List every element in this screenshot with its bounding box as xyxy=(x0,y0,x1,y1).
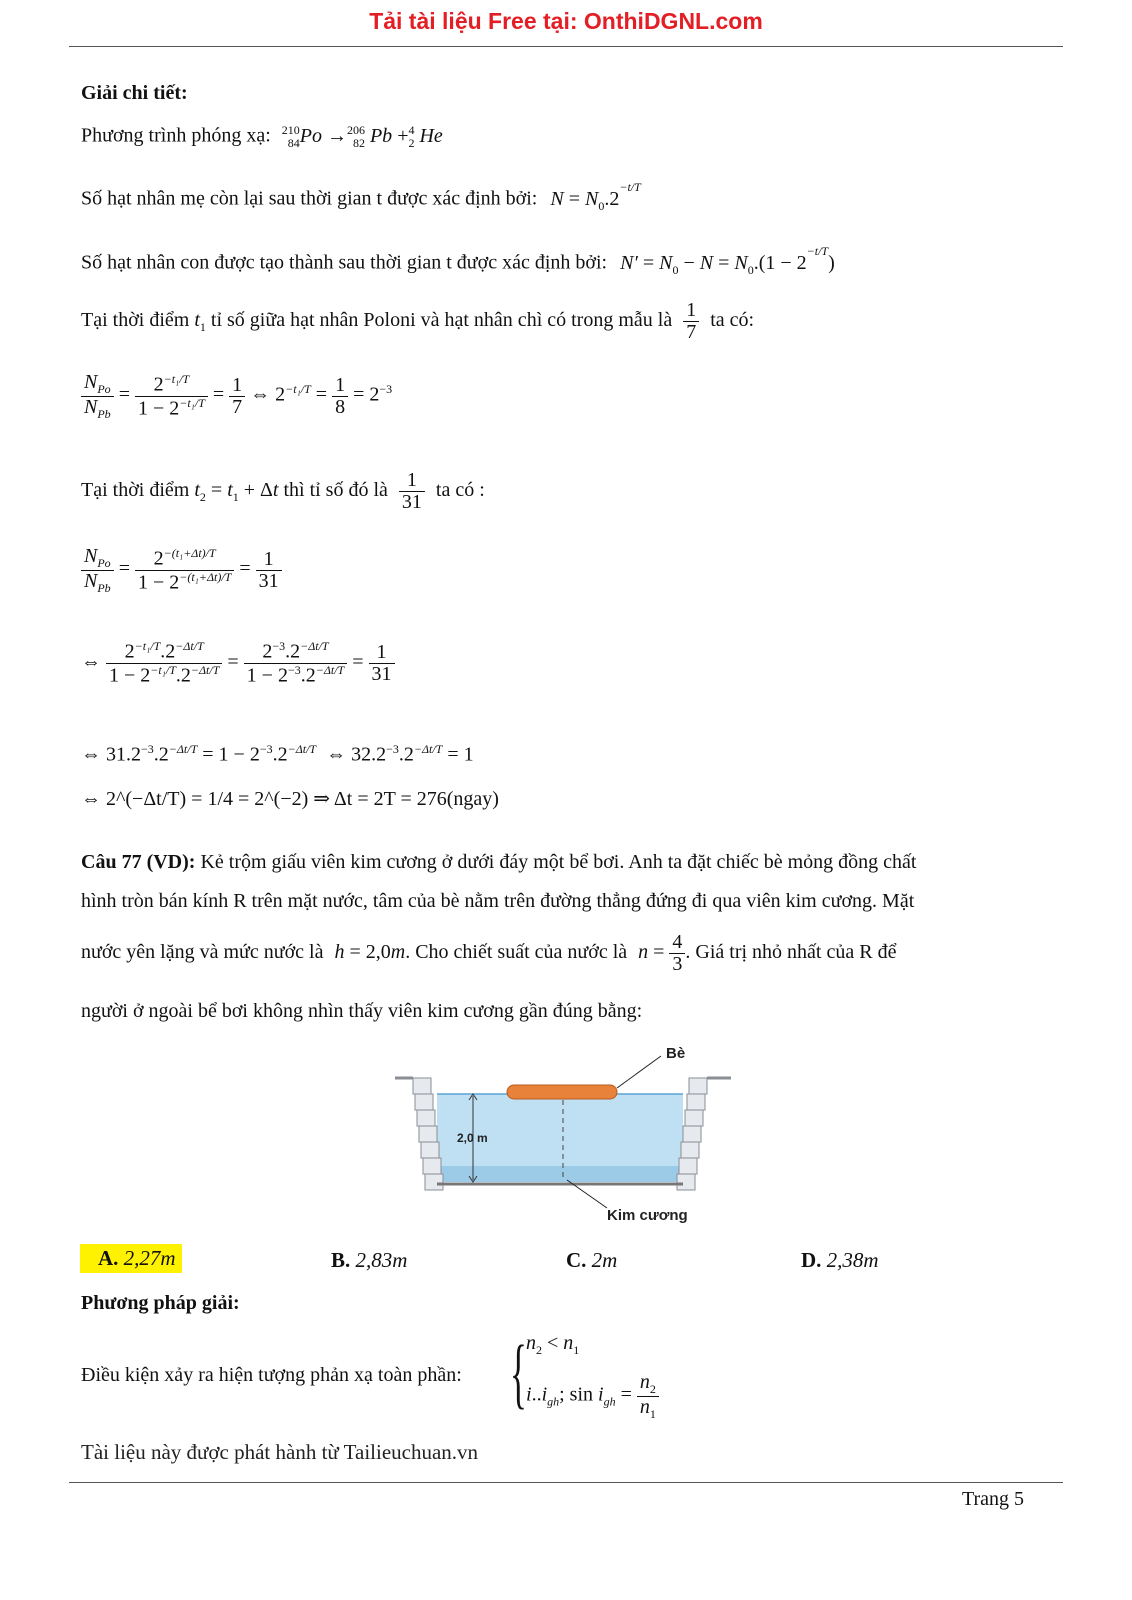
option-b-value: 2,83m xyxy=(355,1248,408,1272)
decay-equation-line xyxy=(81,124,443,150)
ratio-t2-text-c: ta có : xyxy=(435,479,485,502)
publisher-note: Tài liệu này được phát hành từ Tailieuchuan.vn xyxy=(81,1440,479,1464)
ratio-t1-text-a: Tại thời điểm xyxy=(81,309,190,332)
raft-pointer xyxy=(617,1056,661,1088)
refractive-index: $\frac{4}{3}$ xyxy=(669,932,685,975)
option-b[interactable] xyxy=(331,1248,407,1273)
question-line-2: hình tròn bán kính R trên mặt nước, tâm của bè nằm trên đường thẳng đứng đi qua viên kim cương. Mặt xyxy=(81,890,915,912)
equation-step-2: ⇔ $\frac{2^{-t_1/T}.2^{-\Delta t/T}}{1 - 2^{-t_1/T}.2^{-\Delta t/T}}$ = $\frac{2^{-3}.2^{-\Delta t/T}}{1 - 2^{-3}.2^{-\Delta t/T}}$ = $\frac{1}{31}$ xyxy=(81,640,395,686)
decay-equation-text: Phương trình phóng xạ: xyxy=(81,124,271,147)
raft xyxy=(507,1085,617,1099)
option-a[interactable] xyxy=(80,1246,182,1271)
daughter-nuclei-formula: $N' = N_0 - N = N_0.(1 - 2^{-t/T})$ xyxy=(620,244,835,277)
option-c[interactable] xyxy=(566,1248,617,1273)
question-label: Câu 77 (VD): xyxy=(81,851,196,873)
depth-label: 2,0 m xyxy=(457,1131,488,1145)
question-text-3a: nước yên lặng và mức nước là xyxy=(81,941,324,964)
ratio-t1-line: Tại thời điểm $t_1$ tỉ số giữa hạt nhân Poloni và hạt nhân chì có trong mẫu là $\frac{1}{7}$ ta có: xyxy=(81,299,755,343)
question-line-1 xyxy=(81,852,1055,872)
site-header: Tải tài liệu Free tại: OnthiDGNL.com xyxy=(369,8,763,34)
mother-nuclei-formula: $N = N_0.2^{-t/T}$ xyxy=(550,180,641,213)
option-d-value: 2,38m xyxy=(826,1248,879,1272)
daughter-nuclei-line xyxy=(81,244,835,278)
equation-t1: $\frac{N_{Po}}{N_{Pb}}$ = $\frac{2^{-t_1/T}}{1 - 2^{-t_1/T}}$ = $\frac{1}{7}$ ⇔ $2^{-t_1/T}$ = $\frac{1}{8}$ = $2^{-3}$ xyxy=(81,372,392,420)
mother-nuclei-line xyxy=(81,180,641,214)
equation-result xyxy=(81,786,499,811)
question-text-3c: . Giá trị nhỏ nhất của R để xyxy=(685,941,897,964)
method-heading: Phương pháp giải: xyxy=(81,1292,240,1314)
raft-label: Bè xyxy=(666,1045,686,1062)
diamond-label: Kim cương xyxy=(607,1207,688,1224)
question-line-4: người ở ngoài bể bơi không nhìn thấy viên kim cương gần đúng bằng: xyxy=(81,1000,643,1022)
equation-t2: $\frac{N_{Po}}{N_{Pb}}$ = $\frac{2^{-(t_1+\Delta t)/T}}{1 - 2^{-(t_1+\Delta t)/T}}$ = $\frac{1}{31}$ xyxy=(81,546,282,594)
question-text-1: Kẻ trộm giấu viên kim cương ở dưới đáy một bể bơi. Anh ta đặt chiếc bè mỏng đồng chất xyxy=(200,851,917,873)
pool-figure xyxy=(385,1038,735,1230)
ratio-t2-text-a: Tại thời điểm xyxy=(81,479,190,502)
question-text-3b: . Cho chiết suất của nước là xyxy=(405,941,628,964)
option-d-letter: D. xyxy=(801,1248,822,1272)
option-b-letter: B. xyxy=(331,1248,351,1272)
option-a-letter: A. xyxy=(98,1246,119,1270)
ratio-one-thirtyfirst: $\frac{1}{31}$ xyxy=(399,470,425,513)
equation-step-3: ⇔ $31.2^{-3}.2^{-\Delta t/T} = 1 - 2^{-3}.2^{-\Delta t/T}$ ⇔ $32.2^{-3}.2^{-\Delta t/T} = 1$ xyxy=(81,742,474,766)
page-number: Trang 5 xyxy=(962,1488,1025,1510)
pool-bottom-water xyxy=(437,1166,683,1182)
solution-heading: Giải chi tiết: xyxy=(81,82,188,104)
ratio-t2-line: Tại thời điểm $t_2 = t_1 + \Delta t$ thì tỉ số đó là $\frac{1}{31}$ ta có : xyxy=(81,469,485,513)
daughter-nuclei-text: Số hạt nhân con được tạo thành sau thời gian t được xác định bởi: xyxy=(81,251,608,274)
question-line-3: nước yên lặng và mức nước là h = 2,0m. Cho chiết suất của nước là n = $\frac{4}{3}$ . Giá trị nhỏ nhất của R để xyxy=(81,931,897,975)
header-rule xyxy=(69,46,1063,47)
option-a-value: 2,27m xyxy=(123,1246,176,1270)
ratio-t2-text-b: thì tỉ số đó là xyxy=(283,479,388,502)
option-d[interactable] xyxy=(801,1248,879,1273)
total-reflection-text: Điều kiện xảy ra hiện tượng phản xạ toàn phần: xyxy=(81,1364,462,1386)
equation-result-text: ⇔ 2^(−Δt/T) = 1/4 = 2^(−2) ⇒ Δt = 2T = 276(ngay) xyxy=(81,788,499,810)
ratio-t1-text-c: ta có: xyxy=(710,309,755,332)
ratio-one-seventh: $\frac{1}{7}$ xyxy=(683,300,699,343)
ratio-t1-text-b: tỉ số giữa hạt nhân Poloni và hạt nhân chì có trong mẫu là xyxy=(210,309,673,332)
mother-nuclei-text: Số hạt nhân mẹ còn lại sau thời gian t được xác định bởi: xyxy=(81,187,538,210)
footer-rule xyxy=(69,1482,1063,1483)
option-c-value: 2m xyxy=(591,1248,618,1272)
decay-equation: 210 84Po →206 82 Pb +4 2 He xyxy=(281,123,443,150)
option-c-letter: C. xyxy=(566,1248,587,1272)
